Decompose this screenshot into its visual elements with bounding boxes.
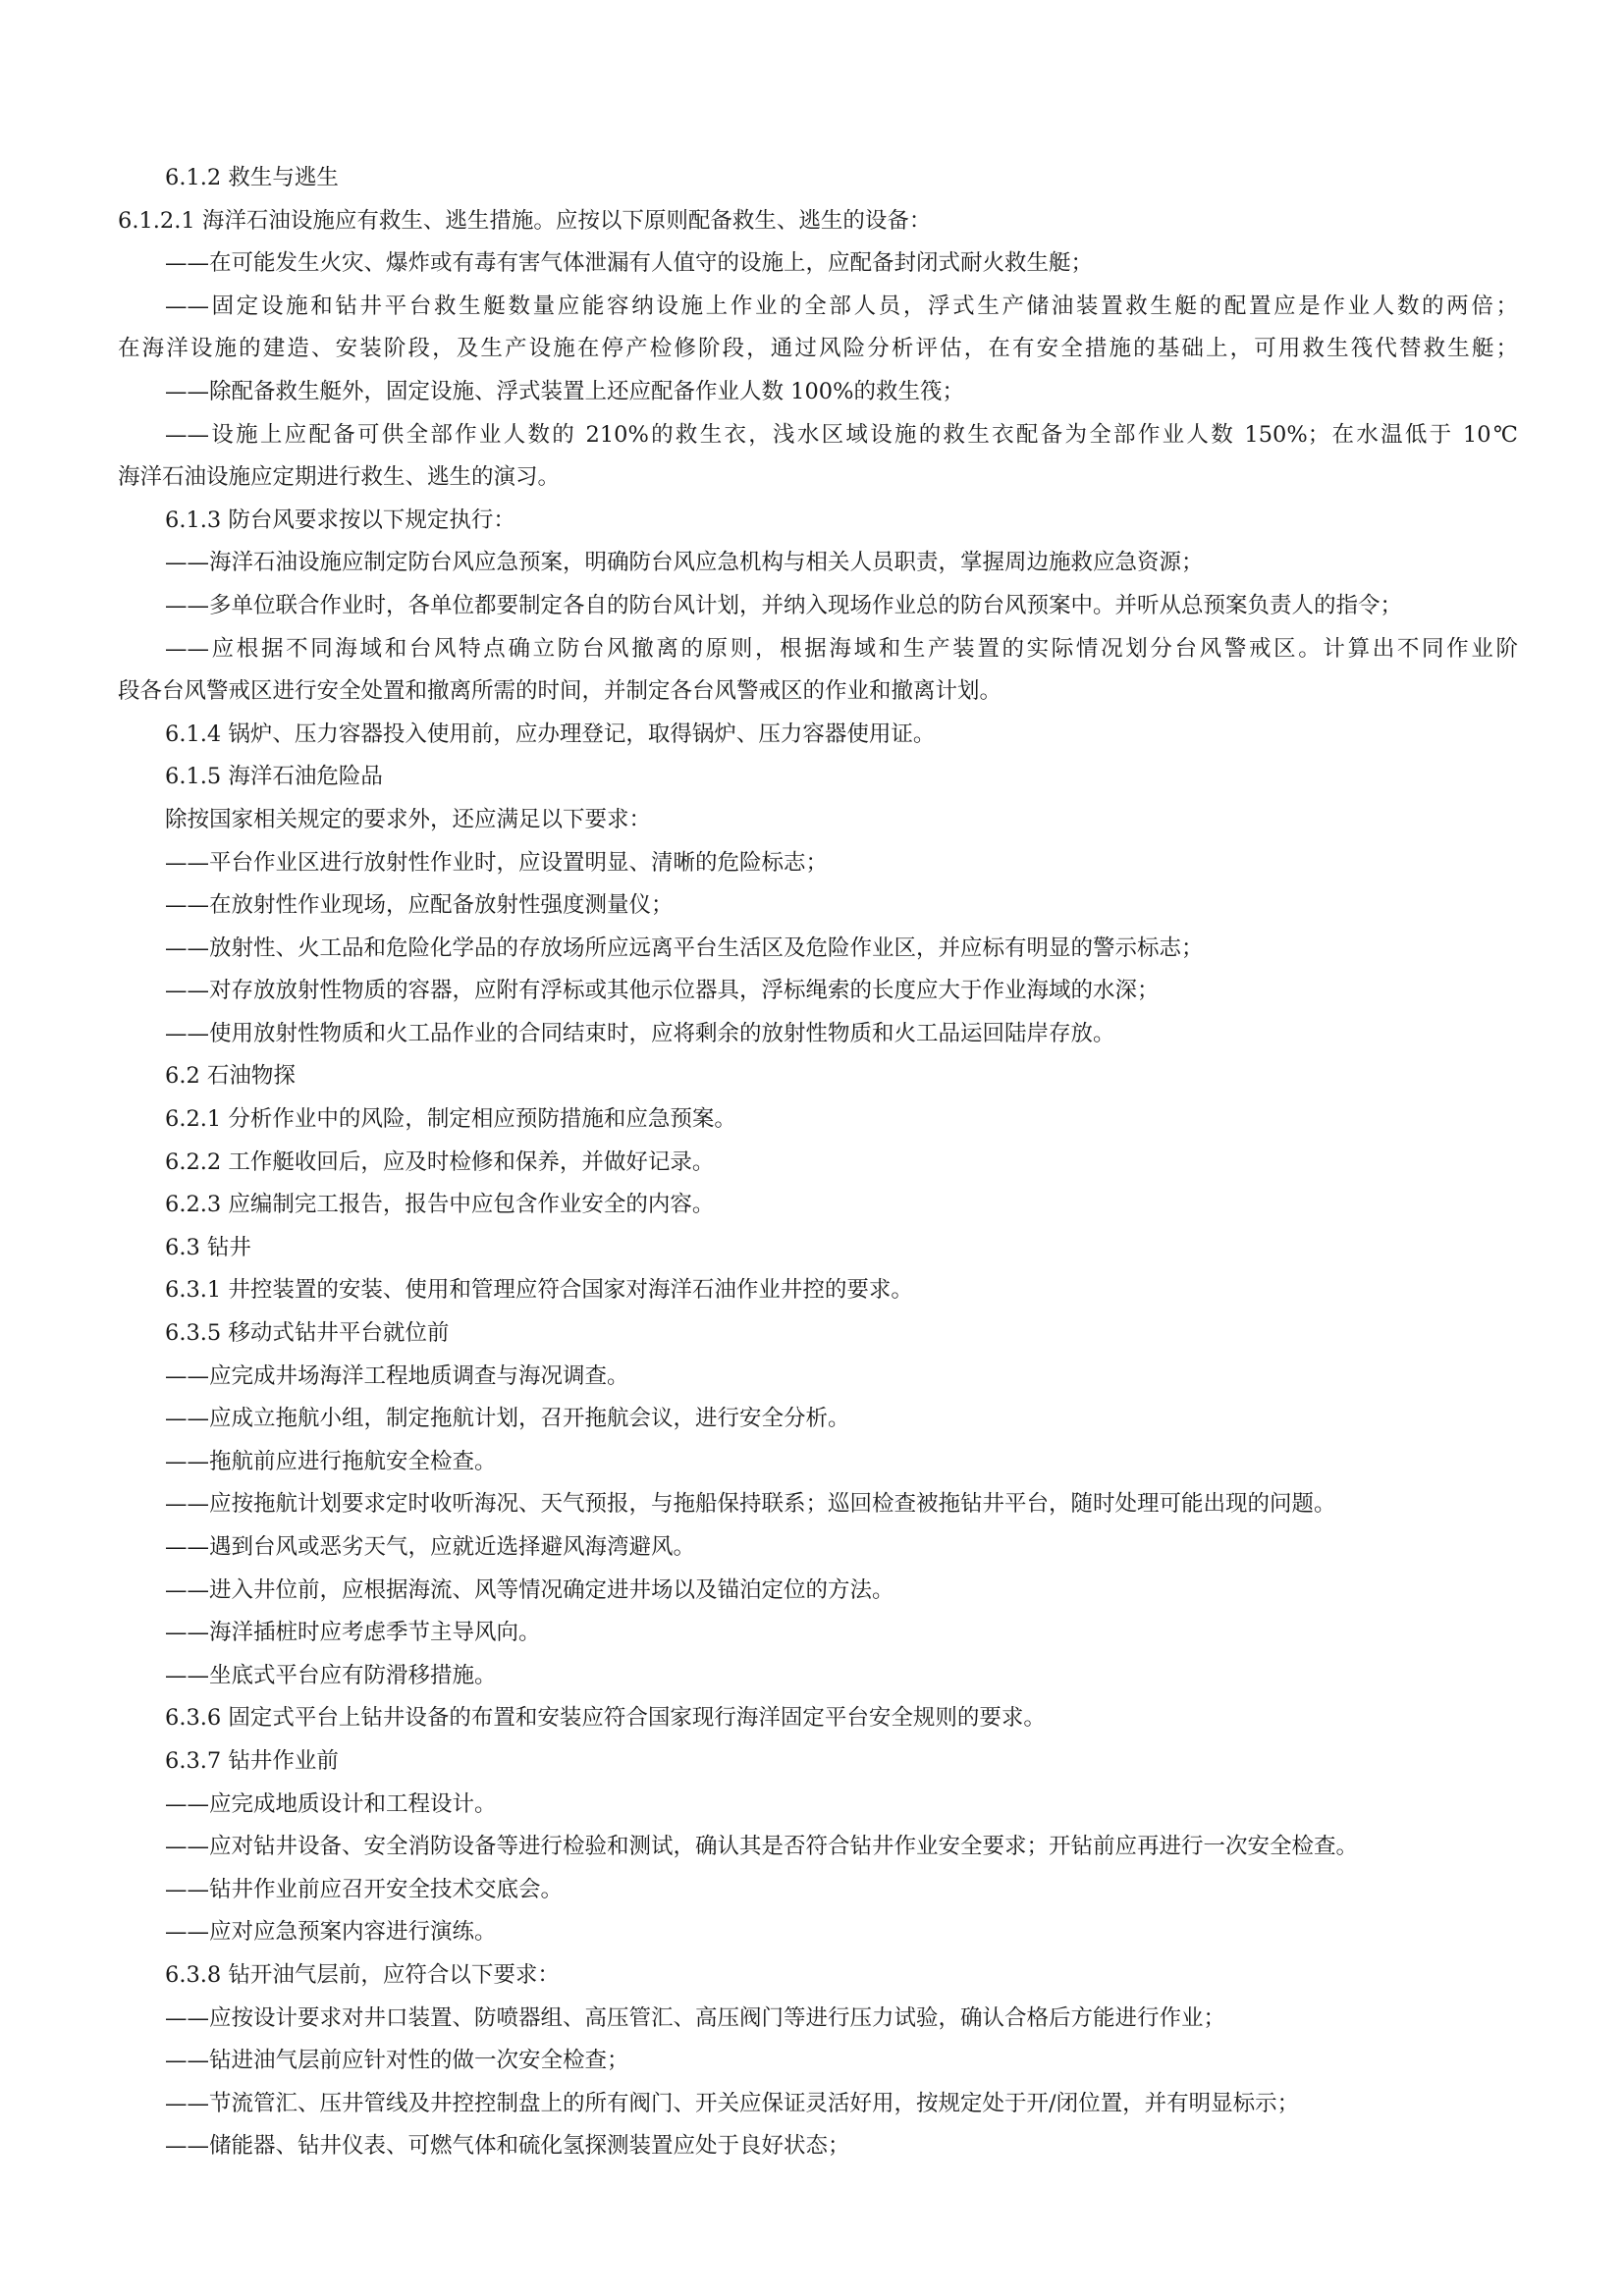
- list-item: ——进入井位前，应根据海流、风等情况确定进井场以及锚泊定位的方法。: [165, 1576, 894, 1603]
- clause-paragraph: 6.1.3 防台风要求按以下规定执行：: [165, 507, 515, 533]
- list-item: ——钻进油气层前应针对性的做一次安全检查；: [165, 2048, 629, 2074]
- section-heading: 6.3 钻井: [165, 1234, 251, 1260]
- clause-paragraph: 6.1.4 锅炉、压力容器投入使用前，应办理登记，取得锅炉、压力容器使用证。: [165, 721, 936, 747]
- list-item-continuation: 段各台风警戒区进行安全处置和撤离所需的时间，并制定各台风警戒区的作业和撤离计划。: [118, 678, 1002, 705]
- list-item: ——平台作业区进行放射性作业时，应设置明显、清晰的危险标志；: [165, 849, 829, 876]
- list-item-continuation: 海洋石油设施应定期进行救生、逃生的演习。: [118, 464, 561, 491]
- list-item: ——坐底式平台应有防滑移措施。: [165, 1662, 497, 1688]
- list-item: ——使用放射性物质和火工品作业的合同结束时，应将剩余的放射性物质和火工品运回陆岸存放。: [165, 1020, 1115, 1046]
- clause-paragraph: 6.1.2.1 海洋石油设施应有救生、逃生措施。应按以下原则配备救生、逃生的设备：: [118, 207, 932, 234]
- document-page: [118, 157, 1518, 2168]
- section-heading: 6.2 石油物探: [165, 1063, 296, 1090]
- list-item: ——应完成井场海洋工程地质调查与海况调查。: [165, 1362, 629, 1389]
- list-item: ——在放射性作业现场，应配备放射性强度测量仪；: [165, 892, 674, 919]
- list-item: ——海洋插桩时应考虑季节主导风向。: [165, 1620, 541, 1646]
- clause-paragraph: 除按国家相关规定的要求外，还应满足以下要求：: [165, 806, 652, 832]
- list-item: ——应按拖航计划要求定时收听海况、天气预报，与拖船保持联系；巡回检查被拖钻井平台，随时处理可能出现的问题。: [165, 1491, 1336, 1518]
- list-item: ——应成立拖航小组，制定拖航计划，召开拖航会议，进行安全分析。: [165, 1406, 850, 1432]
- list-item: ——应完成地质设计和工程设计。: [165, 1790, 497, 1817]
- list-item: ——放射性、火工品和危险化学品的存放场所应远离平台生活区及危险作业区，并应标有明显的警示标志；: [165, 934, 1204, 961]
- list-item: ——多单位联合作业时，各单位都要制定各自的防台风计划，并纳入现场作业总的防台风预案中。并听从总预案负责人的指令；: [165, 592, 1403, 618]
- section-heading: 6.1.2 救生与逃生: [165, 165, 339, 190]
- section-heading: 6.3.8 钻开油气层前，应符合以下要求：: [165, 1961, 560, 1988]
- list-item: ——应按设计要求对井口装置、防喷器组、高压管汇、高压阀门等进行压力试验，确认合格后方能进行作业；: [165, 2004, 1226, 2031]
- list-item: ——储能器、钻井仪表、可燃气体和硫化氢探测装置应处于良好状态；: [165, 2133, 850, 2160]
- list-item: ——应对钻井设备、安全消防设备等进行检验和测试，确认其是否符合钻井作业安全要求；开钻前应再进行一次安全检查。: [165, 1834, 1359, 1860]
- clause-paragraph: 6.3.1 井控装置的安装、使用和管理应符合国家对海洋石油作业井控的要求。: [165, 1277, 913, 1304]
- list-item: ——应对应急预案内容进行演练。: [165, 1919, 497, 1946]
- list-item: ——固定设施和钻井平台救生艇数量应能容纳设施上作业的全部人员，浮式生产储油装置救生艇的配置应是作业人数的两倍；: [165, 293, 1518, 319]
- list-item: ——对存放放射性物质的容器，应附有浮标或其他示位器具，浮标绳索的长度应大于作业海域的水深；: [165, 978, 1160, 1004]
- list-item: ——拖航前应进行拖航安全检查。: [165, 1448, 497, 1474]
- list-item: ——除配备救生艇外，固定设施、浮式装置上还应配备作业人数 100%的救生筏；: [165, 378, 964, 404]
- list-item: ——遇到台风或恶劣天气，应就近选择避风海湾避风。: [165, 1534, 696, 1560]
- clause-paragraph: 6.2.3 应编制完工报告，报告中应包含作业安全的内容。: [165, 1192, 715, 1218]
- list-item: ——节流管汇、压井管线及井控控制盘上的所有阀门、开关应保证灵活好用，按规定处于开/闭位置，并有明显标示；: [165, 2090, 1300, 2116]
- section-heading: 6.3.7 钻井作业前: [165, 1747, 339, 1774]
- list-item: ——应根据不同海域和台风特点确立防台风撤离的原则，根据海域和生产装置的实际情况划分台风警戒区。计算出不同作业阶: [165, 635, 1518, 662]
- list-item: ——设施上应配备可供全部作业人数的 210%的救生衣，浅水区域设施的救生衣配备为全部作业人数 150%；在水温低于 10℃: [165, 421, 1518, 448]
- clause-paragraph: 6.3.6 固定式平台上钻井设备的布置和安装应符合国家现行海洋固定平台安全规则的要求。: [165, 1705, 1046, 1732]
- list-item: ——钻井作业前应召开安全技术交底会。: [165, 1876, 564, 1902]
- section-heading: 6.1.5 海洋石油危险品: [165, 764, 383, 790]
- clause-paragraph: 6.2.2 工作艇收回后，应及时检修和保养，并做好记录。: [165, 1148, 715, 1175]
- list-item: ——海洋石油设施应制定防台风应急预案，明确防台风应急机构与相关人员职责，掌握周边施救应急资源；: [165, 550, 1204, 576]
- section-heading: 6.3.5 移动式钻井平台就位前: [165, 1320, 450, 1347]
- list-item-continuation: 在海洋设施的建造、安装阶段，及生产设施在停产检修阶段，通过风险分析评估，在有安全措施的基础上，可用救生筏代替救生艇；: [118, 336, 1518, 362]
- clause-paragraph: 6.2.1 分析作业中的风险，制定相应预防措施和应急预案。: [165, 1106, 736, 1133]
- list-item: ——在可能发生火灾、爆炸或有毒有害气体泄漏有人值守的设施上，应配备封闭式耐火救生艇；: [165, 250, 1094, 277]
